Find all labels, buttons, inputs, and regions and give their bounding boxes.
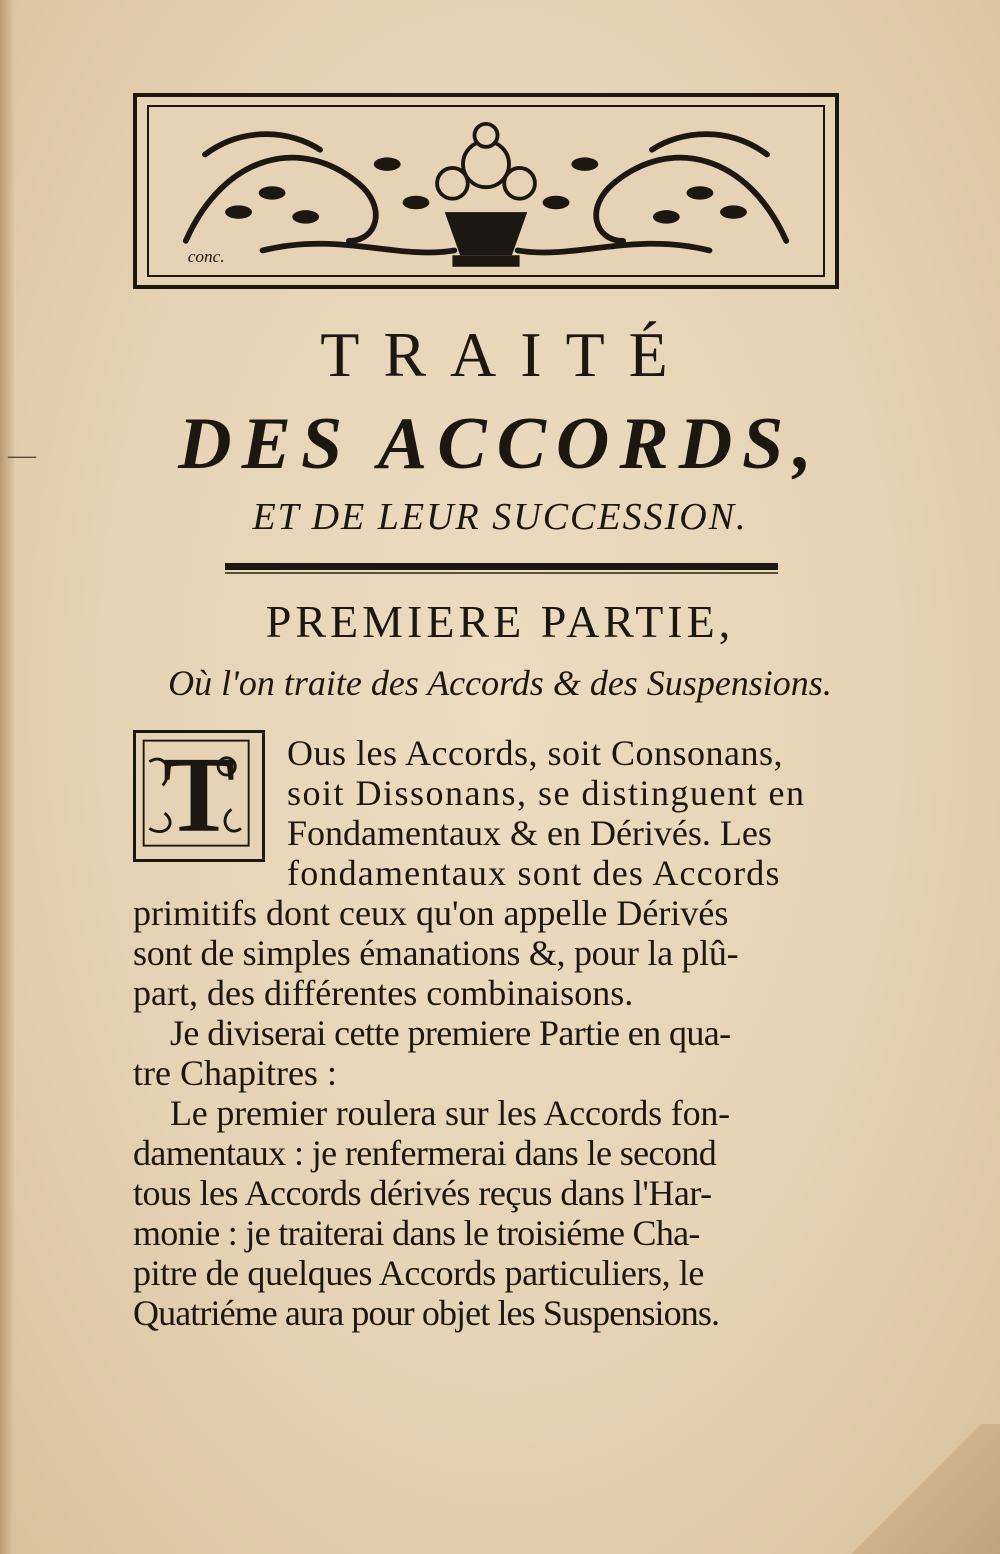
body-line: sont de simples émanations &, pour la plû- <box>133 933 739 973</box>
title-line-3: ET DE LEUR SUCCESSION. <box>252 496 748 538</box>
body-line: tre Chapitres : <box>133 1053 337 1093</box>
divider-rule-thin <box>225 572 778 574</box>
body-line: Le premier roulera sur les Accords fon- <box>170 1093 730 1133</box>
drop-cap-letter: T <box>162 736 236 855</box>
flower-basket-icon <box>137 97 835 285</box>
part-title: PREMIERE PARTIE, <box>265 596 735 647</box>
body-line: Quatriéme aura pour objet les Suspensions. <box>133 1293 720 1333</box>
title-line-1: TRAITÉ <box>320 319 692 390</box>
body-line: fondamentaux sont des Accords <box>287 853 781 893</box>
body-line: pitre de quelques Accords particuliers, le <box>133 1253 704 1293</box>
body-line: soit Dissonans, se distinguent en <box>287 773 806 813</box>
body-line: Ous les Accords, soit Consonans, <box>287 733 783 773</box>
body-line: monie : je traiterai dans le troisiéme Cha- <box>133 1213 700 1253</box>
page-corner-fold <box>830 1424 1000 1554</box>
divider-rule <box>225 563 778 570</box>
headpiece-ornament <box>133 93 839 289</box>
page-edge-shadow <box>0 0 14 1554</box>
part-subtitle: Où l'on traite des Accords & des Suspensions. <box>168 663 832 703</box>
margin-mark: — <box>8 440 36 471</box>
title-line-2: DES ACCORDS, <box>178 403 822 485</box>
body-line: part, des différentes combinaisons. <box>133 973 634 1013</box>
body-line: tous les Accords dérivés reçus dans l'Har- <box>133 1173 712 1213</box>
body-line: primitifs dont ceux qu'on appelle Dérivés <box>133 893 729 933</box>
body-line: Je diviserai cette premiere Partie en qua- <box>170 1013 731 1053</box>
body-line: damentaux : je renfermerai dans le second <box>133 1133 717 1173</box>
engraver-signature: conc. <box>187 246 225 266</box>
drop-cap-ornament <box>133 730 265 862</box>
body-line: Fondamentaux & en Dérivés. Les <box>287 813 772 853</box>
